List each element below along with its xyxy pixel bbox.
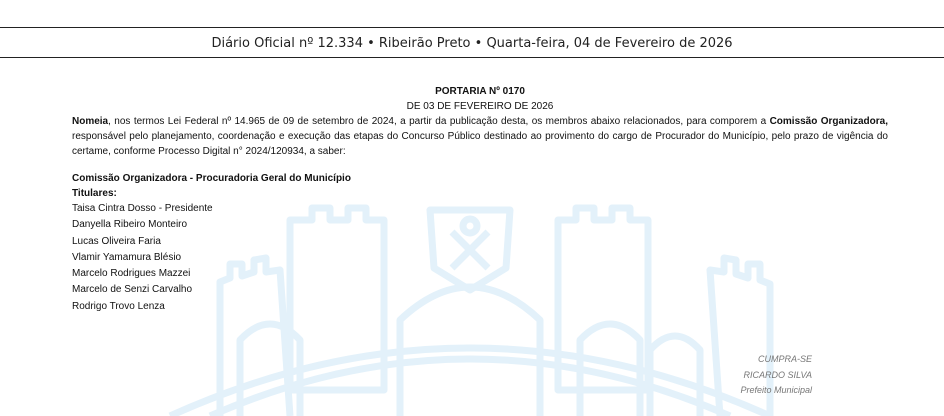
- committee-heading: Comissão Organizadora - Procuradoria Geral do Município: [72, 173, 351, 184]
- member-list-item: Marcelo Rodrigues Mazzei: [72, 268, 191, 280]
- paragraph-text-2: responsável pelo planejamento, coordenação e execução das etapas do Concurso Público destinado ao provimento do cargo de Procurador do Município, pelo prazo de vigência do certame, conforme Processo Digital n° 2024/120934, a saber:: [72, 131, 888, 157]
- portaria-date: DE 03 DE FEVEREIRO DE 2026: [406, 101, 554, 112]
- signature-block: [740, 352, 812, 399]
- committee-subheading: Titulares:: [72, 188, 117, 199]
- signature-cumpra-se: CUMPRA-SE: [757, 354, 812, 364]
- lead-word: Nomeia: [72, 116, 109, 127]
- header-top-rule: [0, 27, 944, 28]
- member-list-item: Rodrigo Trovo Lenza: [72, 300, 165, 312]
- portaria-body: [72, 84, 888, 315]
- portaria-title: PORTARIA Nº 0170: [435, 86, 525, 97]
- paragraph-text-1: , nos termos Lei Federal nº 14.965 de 09 de setembro de 2024, a partir da publicação desta, os membros abaixo relacionados, para comporem a: [108, 116, 770, 127]
- member-list-item: Lucas Oliveira Faria: [72, 235, 161, 247]
- gazette-header: Diário Oficial nº 12.334 • Ribeirão Preto • Quarta-feira, 04 de Fevereiro de 2026: [211, 36, 733, 51]
- portaria-paragraph: [72, 114, 888, 159]
- member-list-item: Marcelo de Senzi Carvalho: [72, 284, 193, 296]
- member-list-item: Taisa Cintra Dosso - Presidente: [72, 203, 213, 214]
- signature-name: RICARDO SILVA: [743, 369, 812, 380]
- signature-role: Prefeito Municipal: [740, 385, 812, 395]
- committee-section: [72, 171, 888, 315]
- header-bottom-rule: [0, 57, 944, 58]
- member-list-item: Vlamir Yamamura Blésio: [72, 251, 182, 263]
- bold-committee-term: Comissão Organizadora,: [769, 116, 888, 127]
- member-list-item: Danyella Ribeiro Monteiro: [72, 219, 188, 231]
